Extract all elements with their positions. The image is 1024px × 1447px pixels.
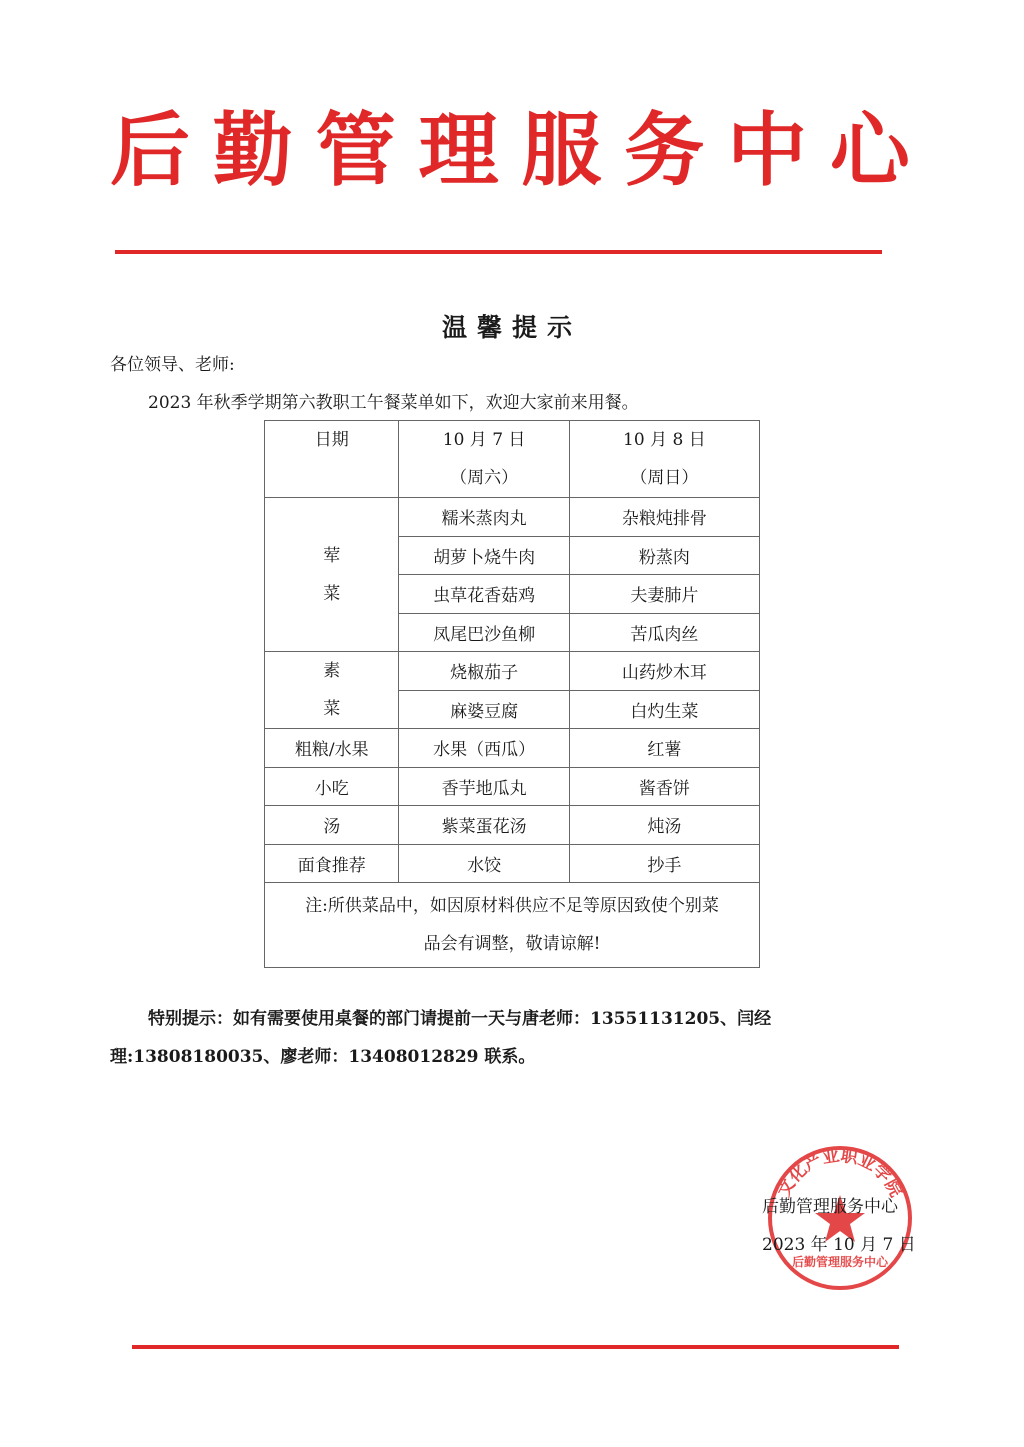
dish-cell: 粉蒸肉: [569, 536, 759, 575]
header-char: 管: [315, 103, 396, 197]
dish-cell: 抄手: [569, 844, 759, 883]
intro-text: 2023 年秋季学期第六教职工午餐菜单如下，欢迎大家前来用餐。: [148, 393, 639, 413]
grain-category-cell: 粗粮/水果: [265, 729, 399, 768]
date-header-cell: [265, 421, 399, 498]
header-org-title: [110, 100, 910, 200]
menu-table: [264, 420, 760, 968]
signature-date: 2023 年 10 月 7 日: [762, 1235, 916, 1255]
table-row: [265, 767, 760, 806]
header-char: 服: [521, 103, 602, 197]
special-notice: [110, 1000, 840, 1076]
dish-cell: 白灼生菜: [569, 690, 759, 729]
day2-weekday: （周日）: [630, 468, 699, 488]
table-row: [265, 806, 760, 845]
dish-cell: 糯米蒸肉丸: [399, 498, 569, 537]
notice-title: 温馨提示: [441, 313, 582, 342]
dish-cell: 烧椒茄子: [399, 652, 569, 691]
day2-date: 10 月 8 日: [623, 430, 706, 450]
dish-cell: 水果（西瓜）: [399, 729, 569, 768]
dish-cell: 炖汤: [569, 806, 759, 845]
seal-arc-text: 文化产业职业学院: [774, 1145, 906, 1201]
dish-cell: 杂粮炖排骨: [569, 498, 759, 537]
table-row: [265, 729, 760, 768]
dish-cell: 苦瓜肉丝: [569, 613, 759, 652]
table-row: [265, 498, 760, 537]
soup-category-cell: 汤: [265, 806, 399, 845]
date-header-label: 日期: [314, 430, 349, 450]
veg-label-2: 菜: [323, 699, 341, 719]
header-char: 中: [727, 103, 808, 197]
meat-category-cell: [265, 498, 399, 652]
header-char: 务: [624, 103, 705, 197]
header-char: 理: [418, 103, 499, 197]
day1-weekday: （周六）: [450, 468, 519, 488]
footer-divider: [132, 1345, 899, 1349]
dish-cell: 紫菜蛋花汤: [399, 806, 569, 845]
table-row: [265, 844, 760, 883]
day1-date: 10 月 7 日: [442, 430, 526, 450]
meat-label-1: 荤: [323, 545, 341, 566]
noodle-category-cell: 面食推荐: [265, 844, 399, 883]
menu-note-line: 品会有调整，敬请谅解!: [423, 934, 601, 954]
signature-org: 后勤管理服务中心: [762, 1197, 898, 1217]
special-notice-line: 理:13808180035、廖老师：13408012829 联系。: [110, 1047, 536, 1067]
greeting: 各位领导、老师:: [110, 355, 235, 375]
veg-category-cell: [265, 652, 399, 729]
dish-cell: 红薯: [569, 729, 759, 768]
seal-inner-text: 后勤管理服务中心: [791, 1255, 889, 1269]
official-seal-stamp: [765, 1143, 915, 1293]
snack-category-cell: 小吃: [265, 767, 399, 806]
dish-cell: 虫草花香菇鸡: [399, 575, 569, 614]
dish-cell: 麻婆豆腐: [399, 690, 569, 729]
meat-label-2: 菜: [323, 583, 341, 604]
header-divider: [115, 250, 882, 254]
header-char: 后: [110, 103, 190, 197]
dish-cell: 水饺: [399, 844, 569, 883]
table-row: [265, 652, 760, 691]
veg-label-1: 素: [323, 661, 341, 681]
day2-header-cell: [569, 421, 759, 498]
dish-cell: 凤尾巴沙鱼柳: [399, 613, 569, 652]
header-char: 心: [829, 103, 910, 197]
dish-cell: 香芋地瓜丸: [399, 767, 569, 806]
dish-cell: 山药炒木耳: [569, 652, 759, 691]
special-notice-line: 特别提示：如有需要使用桌餐的部门请提前一天与唐老师：13551131205、闫经: [148, 1009, 772, 1029]
menu-note-cell: [265, 883, 760, 968]
table-row: [265, 421, 760, 498]
day1-header-cell: [399, 421, 569, 498]
dish-cell: 胡萝卜烧牛肉: [399, 536, 569, 575]
dish-cell: 夫妻肺片: [569, 575, 759, 614]
menu-note-line: 注:所供菜品中，如因原材料供应不足等原因致使个别菜: [305, 896, 719, 916]
table-row: [265, 883, 760, 968]
header-char: 勤: [212, 103, 293, 197]
dish-cell: 酱香饼: [569, 767, 759, 806]
